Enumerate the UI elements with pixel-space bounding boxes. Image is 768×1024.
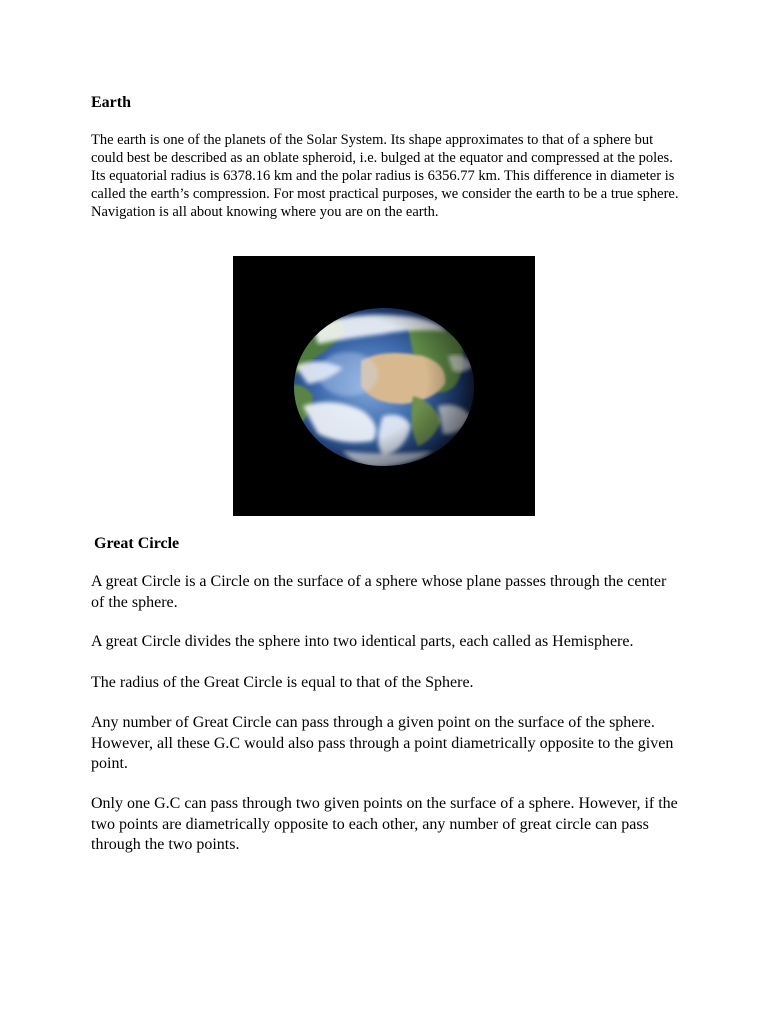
paragraph: Any number of Great Circle can pass through a given point on the surface of the sphere. However, all these G.C would also pass through a point diametrically opposite to the given point. <box>91 714 674 772</box>
paragraph: A great Circle divides the sphere into two identical parts, each called as Hemisphere. <box>91 633 634 650</box>
paragraph: A great Circle is a Circle on the surface of a sphere whose plane passes through the center of the sphere. <box>91 573 667 611</box>
page-title: Earth <box>91 94 131 111</box>
earth-globe-image <box>233 256 535 516</box>
paragraph: Only one G.C can pass through two given points on the surface of a sphere. However, if the two points are diametrically opposite to each other, any number of great circle can pass through the two points. <box>91 795 678 853</box>
paragraph: The radius of the Great Circle is equal to that of the Sphere. <box>91 674 474 691</box>
intro-paragraph: The earth is one of the planets of the Solar System. Its shape approximates to that of a sphere but could best be described as an oblate spheroid, i.e. bulged at the equator and compressed at the poles. Its equatorial radius is 6378.16 km and the polar radius is 6356.77 km. This difference in diameter is called the earth’s compression. For most practical purposes, we consider the earth to be a true sphere. Navigation is all about knowing where you are on the earth. <box>91 132 679 220</box>
section-heading: Great Circle <box>94 535 180 552</box>
earth-figure <box>233 256 535 516</box>
